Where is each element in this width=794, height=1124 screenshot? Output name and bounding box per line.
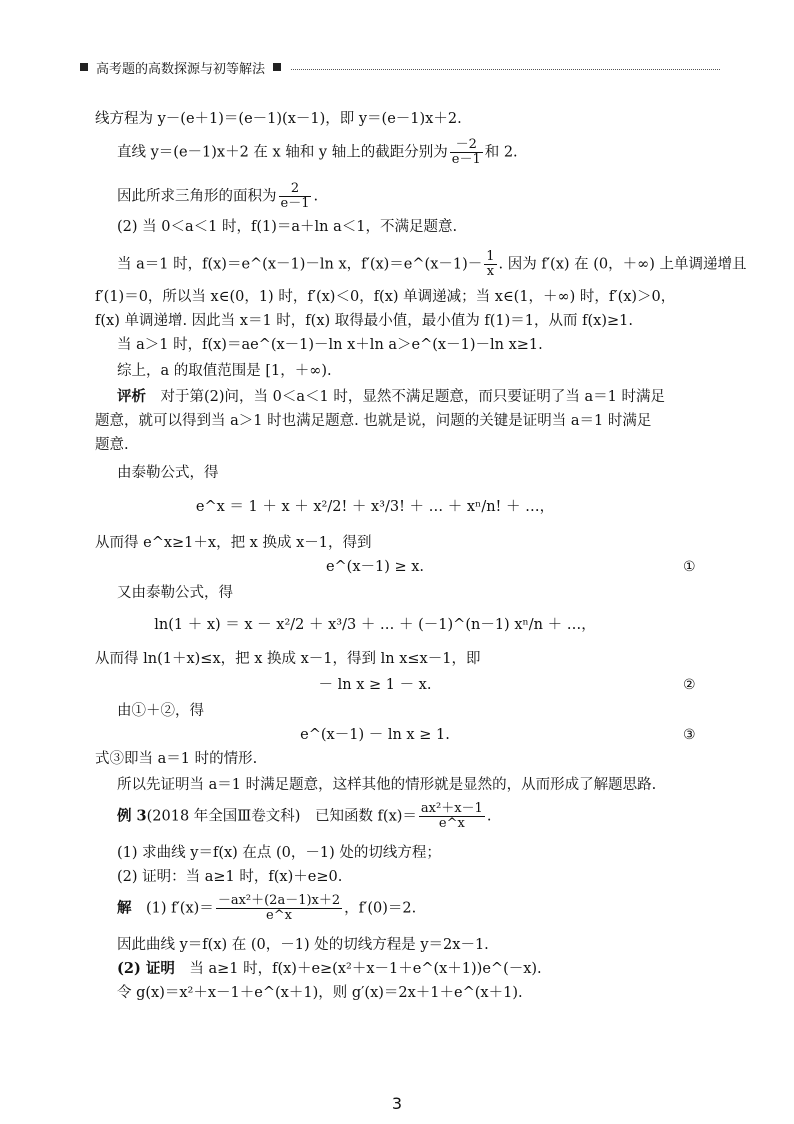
- text-run: .: [313, 188, 319, 205]
- text-line: f′(1)＝0，所以当 x∈(0，1) 时，f′(x)＜0，f(x) 单调递减；当 x∈(1，＋∞) 时，f′(x)＞0，: [95, 289, 676, 305]
- fraction: [484, 250, 496, 279]
- text-run: 当 a≥1 时，f(x)＋e≥(x²＋x－1＋e^(x＋1))e^(－x).: [189, 961, 542, 977]
- label-example: 例 3: [117, 807, 147, 825]
- header-square-icon: [273, 63, 281, 71]
- fraction-numerator: －ax²＋(2a－1)x＋2: [217, 893, 341, 908]
- equation-marker: ①: [683, 559, 696, 575]
- header-title: 高考题的高数探源与初等解法: [96, 61, 266, 77]
- fraction-denominator: e－1: [451, 152, 481, 167]
- text-run: 因此所求三角形的面积为: [117, 188, 277, 205]
- text-line: [95, 960, 542, 978]
- text-line: [95, 138, 518, 167]
- equation-marker: ②: [683, 677, 696, 693]
- text-line: 式③即当 a＝1 时的情形.: [95, 751, 258, 767]
- equation-marker: ③: [683, 727, 696, 743]
- text-run: .: [486, 808, 492, 825]
- header-dotted-rule: [291, 69, 720, 70]
- text-line: 又由泰勒公式，得: [117, 585, 233, 601]
- label-proof: (2) 证明: [117, 960, 175, 977]
- label-solution: 解: [117, 899, 132, 917]
- text-line: [95, 802, 491, 831]
- text-line: 从而得 ln(1＋x)≤x，把 x 换成 x－1，得到 ln x≤x－1，即: [95, 651, 481, 667]
- text-line: [95, 250, 746, 279]
- formula-line: e^(x－1) ≥ x.: [325, 559, 425, 575]
- running-header: [80, 58, 720, 76]
- text-line: 由①＋②，得: [117, 703, 204, 719]
- fraction-denominator: x: [486, 264, 495, 279]
- fraction: [450, 138, 483, 167]
- fraction-numerator: 2: [279, 182, 312, 197]
- label-commentary: 评析: [117, 388, 146, 405]
- text-line: 令 g(x)＝x²＋x－1＋e^(x＋1)，则 g′(x)＝2x＋1＋e^(x＋1).: [117, 985, 523, 1001]
- text-line: (2) 当 0＜a＜1 时，f(1)＝a＋ln a＜1，不满足题意.: [117, 219, 458, 235]
- text-line: 综上，a 的取值范围是 [1，＋∞).: [117, 363, 332, 379]
- fraction-numerator: 1: [486, 249, 495, 264]
- text-line: 因此曲线 y＝f(x) 在 (0，－1) 处的切线方程是 y＝2x－1.: [117, 937, 489, 953]
- text-line: f(x) 单调递增. 因此当 x＝1 时，f(x) 取得最小值，最小值为 f(1)＝1，从而 f(x)≥1.: [95, 313, 633, 329]
- header-square-icon: [80, 63, 88, 71]
- fraction: [216, 894, 342, 923]
- text-line: 线方程为 y－(e＋1)＝(e－1)(x－1)，即 y＝(e－1)x＋2.: [95, 111, 462, 127]
- text-line: 题意.: [95, 437, 129, 453]
- fraction-numerator: ax²＋x－1: [420, 801, 483, 816]
- text-line: 所以先证明当 a＝1 时满足题意，这样其他的情形就是显然的，从而形成了解题思路.: [117, 777, 657, 793]
- text-run: 直线 y＝(e－1)x＋2 在 x 轴和 y 轴上的截距分别为: [117, 144, 448, 161]
- text-line: [95, 388, 665, 406]
- fraction-denominator: e^x: [266, 908, 292, 923]
- fraction-numerator: －2: [450, 138, 483, 153]
- formula-line: e^x ＝ 1 ＋ x ＋ x²/2! ＋ x³/3! ＋ … ＋ xⁿ/n! ＋ …，: [195, 499, 555, 515]
- fraction-denominator: e－1: [280, 196, 310, 211]
- fraction-denominator: e^x: [438, 816, 465, 831]
- text-line: (1) 求曲线 y＝f(x) 在点 (0，－1) 处的切线方程；: [117, 845, 441, 861]
- fraction: [279, 182, 312, 211]
- formula-line: e^(x－1) － ln x ≥ 1.: [300, 727, 450, 743]
- text-line: 从而得 e^x≥1＋x，把 x 换成 x－1，得到: [95, 535, 372, 551]
- text-run: 和 2.: [484, 144, 518, 161]
- text-line: 由泰勒公式，得: [117, 465, 219, 481]
- formula-line: － ln x ≥ 1 － x.: [318, 677, 432, 693]
- text-line: (2) 证明：当 a≥1 时，f(x)＋e≥0.: [117, 869, 343, 885]
- text-run: (2018 年全国Ⅲ卷文科) 已知函数 f(x)＝: [146, 808, 417, 825]
- text-run: 当 a＝1 时，f(x)＝e^(x－1)－ln x，f′(x)＝e^(x－1)－: [117, 256, 483, 273]
- fraction: [419, 802, 485, 831]
- text-line: 当 a＞1 时，f(x)＝ae^(x－1)－ln x＋ln a＞e^(x－1)－ln x≥1.: [117, 337, 543, 353]
- text-run: 对于第(2)问，当 0＜a＜1 时，显然不满足题意，而只要证明了当 a＝1 时满足: [160, 389, 665, 405]
- text-run: . 因为 f′(x) 在 (0，＋∞) 上单调递增且: [498, 256, 747, 273]
- page-number: 3: [391, 1094, 403, 1113]
- text-line: 题意，就可以得到当 a＞1 时也满足题意. 也就是说，问题的关键是证明当 a＝1 时满足: [95, 413, 652, 429]
- formula-line: ln(1 ＋ x) ＝ x － x²/2 ＋ x³/3 ＋ … ＋ (－1)^(n－1) xⁿ/n ＋ …，: [154, 617, 596, 633]
- text-run: ，f′(0)＝2.: [344, 900, 417, 917]
- text-line: [95, 894, 416, 923]
- text-line: [95, 182, 318, 211]
- text-run: (1) f′(x)＝: [146, 900, 214, 917]
